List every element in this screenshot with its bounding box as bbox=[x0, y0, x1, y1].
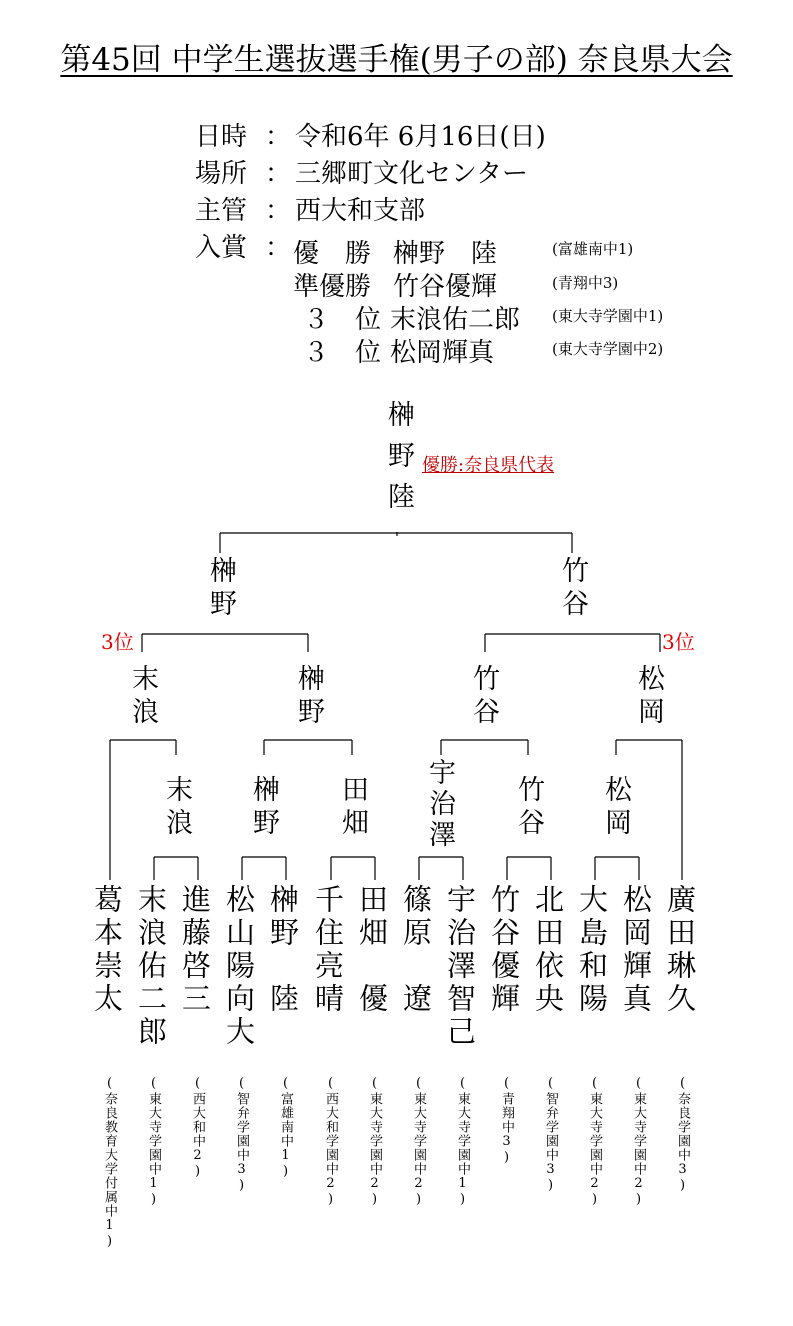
player-school: (富雄南中1) bbox=[278, 1076, 293, 1180]
player-name: 進藤啓三 bbox=[178, 884, 212, 1016]
player-school: (西大和中2) bbox=[190, 1076, 205, 1180]
player-school: (東大寺学園中2) bbox=[631, 1076, 646, 1208]
player-name: 田畑 優 bbox=[355, 884, 389, 1016]
third-place-label-left: 3位 bbox=[101, 630, 134, 654]
player-school: (東大寺学園中1) bbox=[146, 1076, 161, 1208]
player-name: 葛本崇太 bbox=[90, 884, 124, 1016]
organizer-value: 西大和支部 bbox=[295, 196, 426, 226]
player-name: 榊野 陸 bbox=[266, 884, 300, 1016]
round2-winner: 榊野 bbox=[248, 775, 279, 841]
player-school: (智弁学園中3) bbox=[543, 1076, 558, 1194]
player-school: (奈良学園中3) bbox=[675, 1076, 690, 1194]
semifinal-left-winner: 榊野 bbox=[205, 556, 236, 622]
organizer-colon: ： bbox=[264, 196, 291, 226]
player-name: 竹谷優輝 bbox=[487, 884, 521, 1016]
player-school: (東大寺学園中1) bbox=[455, 1076, 470, 1208]
player-name: 廣田琳久 bbox=[663, 884, 697, 1016]
player-name: 宇治澤智己 bbox=[443, 884, 477, 1049]
player-name: 大島和陽 bbox=[575, 884, 609, 1016]
player-school: (智弁学園中3) bbox=[234, 1076, 249, 1194]
player-name: 松岡輝真 bbox=[619, 884, 653, 1016]
player-name: 松山陽向大 bbox=[222, 884, 256, 1049]
page-title: 第45回 中学生選抜選手権(男子の部) 奈良県大会 bbox=[60, 42, 733, 78]
round2-winner: 松岡 bbox=[600, 775, 631, 841]
awards-label: 入賞 bbox=[195, 233, 248, 263]
award-name: 松岡輝真 bbox=[390, 338, 495, 368]
award-school: (青翔中3) bbox=[552, 274, 619, 292]
quarterfinal-winner: 松岡 bbox=[633, 664, 664, 730]
award-name: 榊野 陸 bbox=[393, 239, 498, 269]
round2-winner: 田畑 bbox=[337, 775, 368, 841]
organizer-label: 主管 bbox=[195, 196, 248, 226]
award-school: (富雄南中1) bbox=[552, 240, 634, 258]
date-value: 令和6年 6月16日(日) bbox=[295, 122, 546, 152]
third-place-label-right: 3位 bbox=[662, 630, 695, 654]
round2-winner: 竹谷 bbox=[513, 775, 544, 841]
award-place: 優 勝 bbox=[293, 239, 372, 269]
player-name: 北田依央 bbox=[531, 884, 565, 1016]
award-place: ３ 位 bbox=[303, 338, 382, 368]
venue-value: 三郷町文化センター bbox=[295, 159, 528, 189]
quarterfinal-winner: 榊野 bbox=[293, 664, 324, 730]
award-name: 竹谷優輝 bbox=[393, 272, 498, 302]
venue-label: 場所 bbox=[195, 159, 248, 189]
round2-winner: 末浪 bbox=[161, 775, 192, 841]
round2-winner: 宇治澤 bbox=[424, 758, 455, 851]
player-school: (青翔中3) bbox=[499, 1076, 514, 1166]
date-label: 日時 bbox=[195, 122, 248, 152]
award-school: (東大寺学園中1) bbox=[552, 307, 664, 325]
player-school: (東大寺学園中2) bbox=[411, 1076, 426, 1208]
award-school: (東大寺学園中2) bbox=[552, 340, 664, 358]
award-name: 末浪佑二郎 bbox=[390, 305, 521, 335]
semifinal-right-winner: 竹谷 bbox=[557, 556, 588, 622]
player-name: 篠原 遼 bbox=[399, 884, 433, 1016]
quarterfinal-winner: 竹谷 bbox=[468, 664, 499, 730]
quarterfinal-winner: 末浪 bbox=[127, 664, 158, 730]
award-place: ３ 位 bbox=[303, 305, 382, 335]
date-colon: ： bbox=[264, 122, 291, 152]
player-name: 末浪佑二郎 bbox=[134, 884, 168, 1049]
awards-colon: ： bbox=[264, 233, 291, 263]
player-name: 千住亮晴 bbox=[311, 884, 345, 1016]
player-school: (西大和学園中2) bbox=[323, 1076, 338, 1208]
venue-colon: ： bbox=[264, 159, 291, 189]
player-school: (東大寺学園中2) bbox=[587, 1076, 602, 1208]
player-school: (東大寺学園中2) bbox=[367, 1076, 382, 1208]
player-school: (奈良教育大学付属中1) bbox=[102, 1076, 117, 1250]
award-place: 準優勝 bbox=[293, 272, 372, 302]
champion-name: 榊野陸 bbox=[383, 400, 414, 523]
champion-note: 優勝:奈良県代表 bbox=[422, 455, 555, 476]
